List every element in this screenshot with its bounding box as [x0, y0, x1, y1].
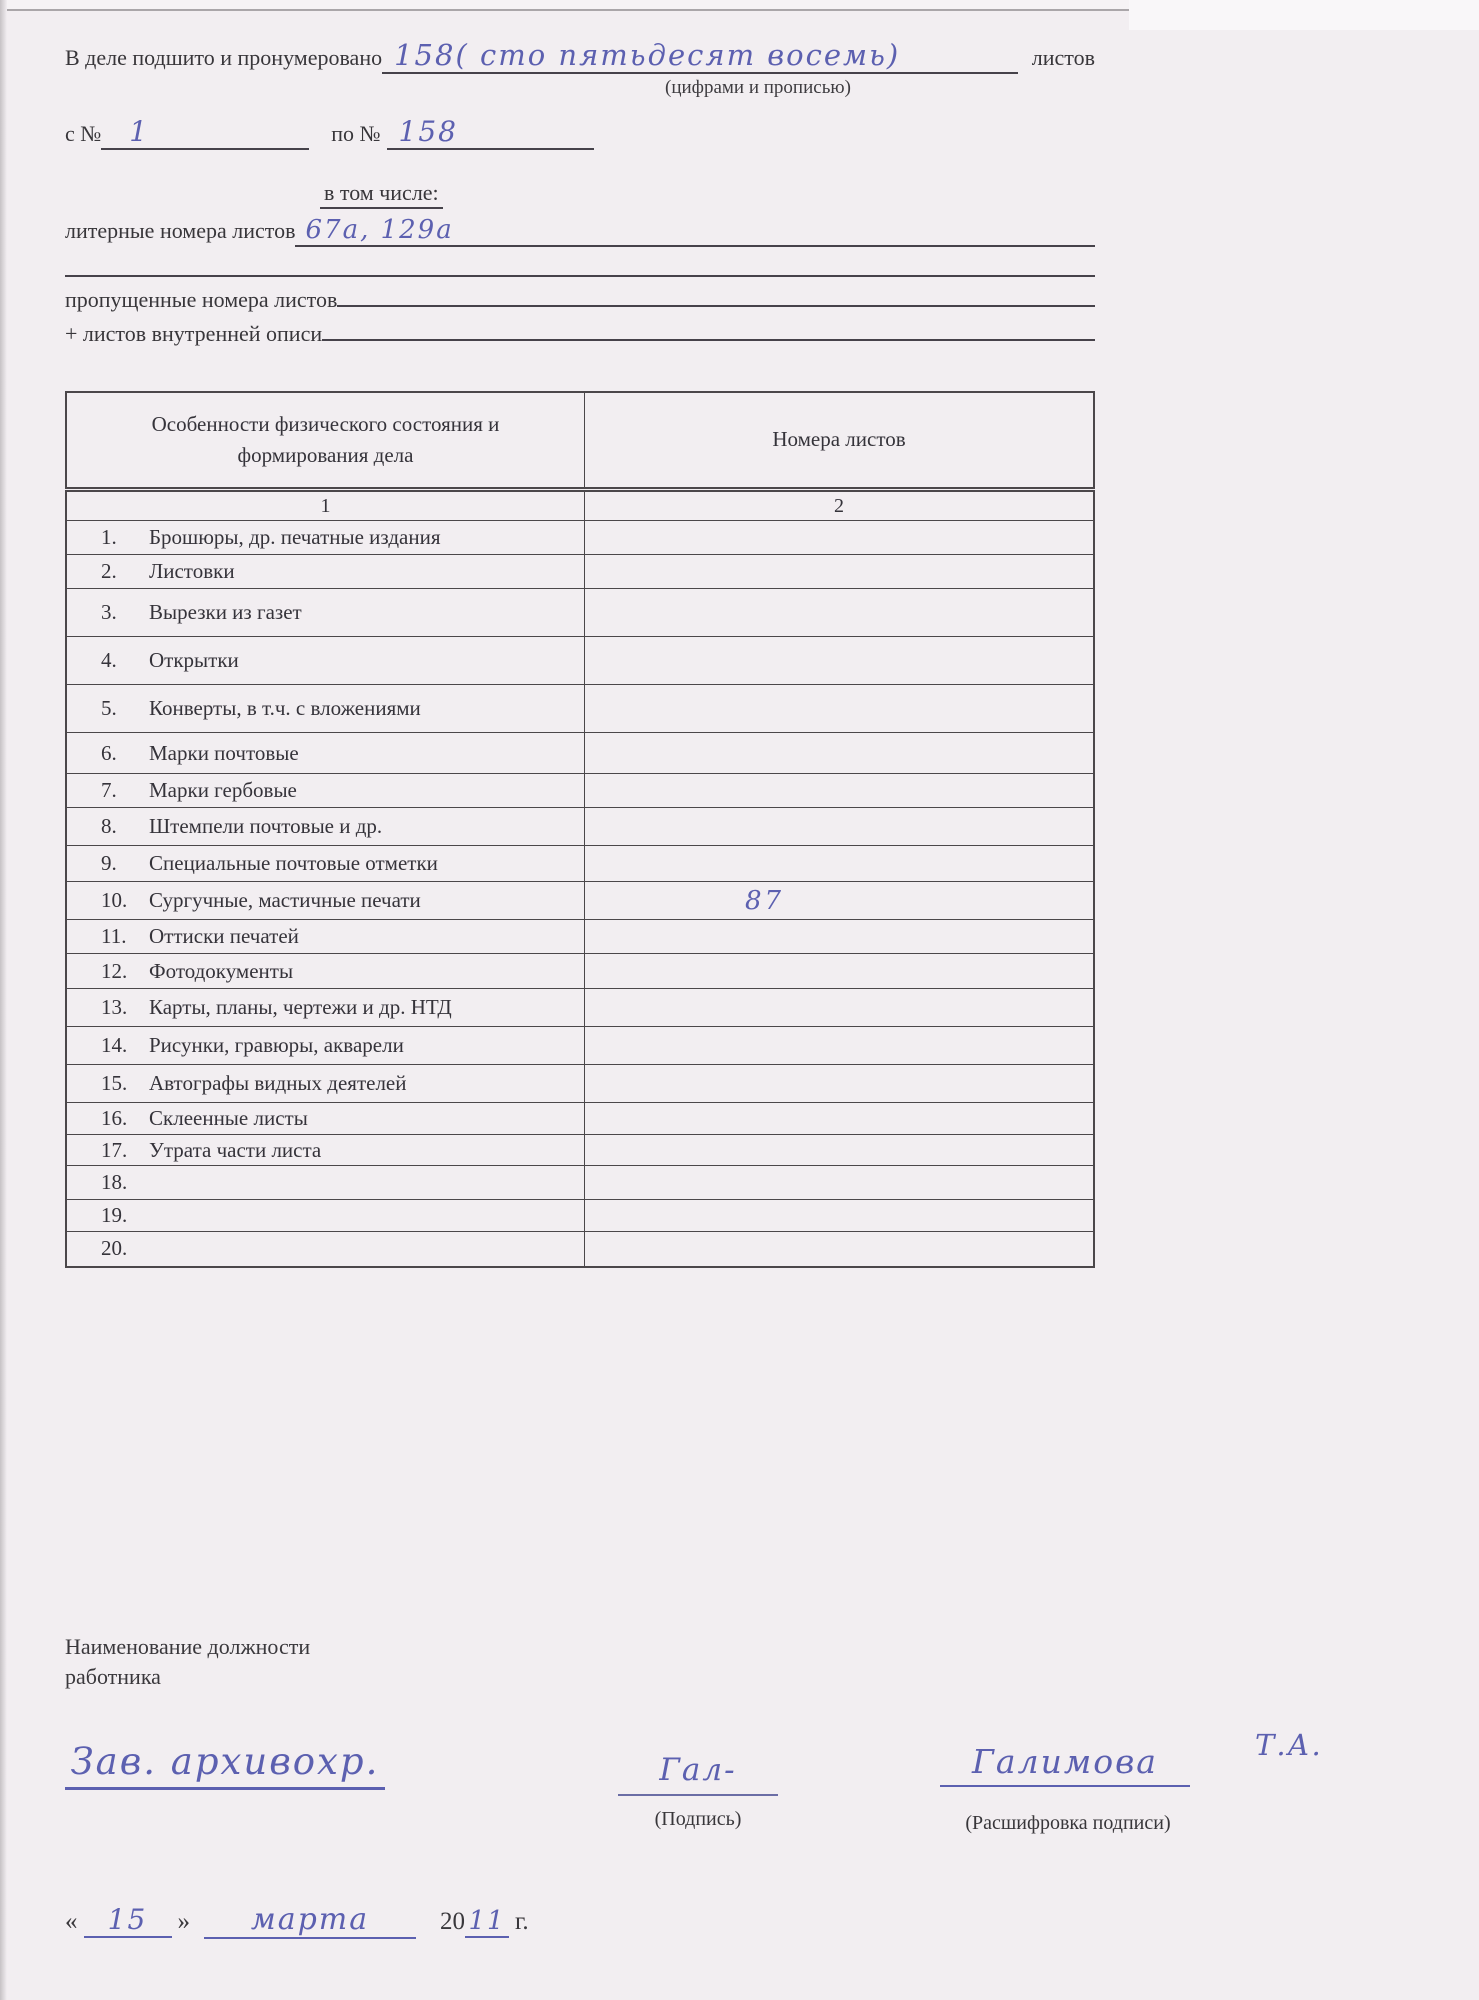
empty-continuation-line	[65, 273, 1095, 277]
missing-numbers-blank	[337, 305, 1095, 307]
col1-index: 1	[66, 490, 585, 521]
row-number: 5.	[101, 696, 117, 720]
counted-hint: (цифрами и прописью)	[665, 77, 851, 98]
including-wrap	[65, 150, 1095, 209]
row-number: 9.	[101, 851, 117, 875]
row-value-handwritten	[585, 956, 745, 986]
row-feature-cell	[66, 774, 585, 808]
row-sheet-numbers-cell	[585, 1103, 1095, 1135]
row-number: 16.	[101, 1106, 128, 1130]
row-label: Сургучные, мастичные печати	[149, 888, 421, 912]
row-feature-cell	[66, 989, 585, 1027]
row-number: 17.	[101, 1137, 128, 1162]
row-value-handwritten	[585, 776, 745, 806]
date-g-suffix: г.	[515, 1908, 529, 1935]
date-year-blank	[465, 1906, 509, 1938]
row-number: 20.	[101, 1236, 128, 1261]
row-number: 7.	[101, 778, 117, 802]
table-row	[66, 589, 1094, 637]
row-sheet-numbers-cell	[585, 1166, 1095, 1200]
table-row	[66, 555, 1094, 589]
table-row	[66, 685, 1094, 733]
table-row	[66, 637, 1094, 685]
row-label: Карты, планы, чертежи и др. НТД	[149, 995, 452, 1019]
counted-suffix: листов	[1031, 45, 1095, 70]
table-row	[66, 1027, 1094, 1065]
row-label: Открытки	[149, 648, 239, 672]
row-feature-cell	[66, 808, 585, 846]
to-value-handwritten: 158	[398, 115, 458, 148]
row-number: 8.	[101, 814, 117, 838]
table-row	[66, 1065, 1094, 1103]
position-value-handwritten: Зав. архивохр.	[65, 1740, 385, 1790]
row-feature-cell	[66, 1166, 585, 1200]
internal-inventory-line	[65, 321, 1095, 347]
letter-numbers-line	[65, 215, 1095, 247]
row-sheet-numbers-cell	[585, 846, 1095, 882]
table-row	[66, 846, 1094, 882]
table-row	[66, 1135, 1094, 1166]
letter-numbers-value-handwritten: 67а, 129а	[305, 215, 454, 245]
date-day-blank	[84, 1903, 172, 1938]
col2-header: Номера листов	[585, 392, 1095, 490]
row-value-handwritten	[585, 1031, 745, 1061]
row-feature-cell	[66, 882, 585, 920]
row-label: Автографы видных деятелей	[149, 1071, 407, 1095]
row-feature-cell	[66, 846, 585, 882]
table-row	[66, 989, 1094, 1027]
row-value-handwritten	[585, 694, 745, 724]
row-label: Специальные почтовые отметки	[149, 851, 438, 875]
row-value-handwritten	[585, 993, 745, 1023]
from-value-handwritten: 1	[129, 115, 150, 148]
date-close-quote: »	[177, 1908, 190, 1935]
row-value-handwritten	[585, 1104, 745, 1134]
row-value-handwritten	[585, 598, 745, 628]
row-label: Конверты, в т.ч. с вложениями	[149, 696, 421, 720]
row-value-handwritten	[585, 812, 745, 842]
row-sheet-numbers-cell	[585, 920, 1095, 954]
row-number: 15.	[101, 1071, 128, 1095]
physical-condition-table	[65, 391, 1095, 1268]
missing-numbers-line	[65, 287, 1095, 313]
row-feature-cell	[66, 1200, 585, 1232]
row-label: Вырезки из газет	[149, 600, 302, 624]
row-feature-cell	[66, 637, 585, 685]
table-body	[66, 521, 1094, 1267]
date-month-handwritten: марта	[250, 1902, 370, 1937]
row-label: Штемпели почтовые и др.	[149, 814, 383, 838]
missing-numbers-label: пропущенные номера листов	[65, 287, 338, 312]
including-label: в том числе:	[320, 180, 443, 209]
row-number: 4.	[101, 648, 117, 672]
to-blank	[387, 115, 594, 150]
row-sheet-numbers-cell	[585, 555, 1095, 589]
internal-inventory-blank	[322, 339, 1095, 341]
row-sheet-numbers-cell	[585, 589, 1095, 637]
date-year-handwritten: 11	[468, 1906, 506, 1936]
letter-numbers-label: литерные номера листов	[65, 218, 296, 243]
row-sheet-numbers-cell	[585, 1200, 1095, 1232]
row-sheet-numbers-cell	[585, 882, 1095, 920]
to-label: по №	[331, 121, 381, 146]
scan-top-right-artifact	[1129, 0, 1479, 30]
row-number: 2.	[101, 559, 117, 583]
row-number: 18.	[101, 1170, 128, 1194]
date-year-prefix: 20	[440, 1908, 465, 1935]
row-sheet-numbers-cell	[585, 733, 1095, 774]
row-sheet-numbers-cell	[585, 637, 1095, 685]
col2-index: 2	[585, 490, 1095, 521]
row-sheet-numbers-cell	[585, 954, 1095, 989]
row-label: Утрата части листа	[149, 1137, 322, 1162]
signature-caption: (Подпись)	[654, 1808, 742, 1830]
row-feature-cell	[66, 589, 585, 637]
row-value-handwritten	[585, 1135, 745, 1165]
row-feature-cell	[66, 1135, 585, 1166]
row-feature-cell	[66, 733, 585, 774]
table-row	[66, 1200, 1094, 1232]
row-label: Рисунки, гравюры, акварели	[149, 1033, 404, 1057]
date-line	[65, 1902, 529, 1939]
table-row	[66, 774, 1094, 808]
table-row	[66, 920, 1094, 954]
col1-header: Особенности физического состояния и формирования дела	[66, 392, 585, 490]
counted-label: В деле подшито и пронумеровано	[65, 45, 383, 70]
row-number: 6.	[101, 740, 117, 765]
position-label: Наименование должности работника	[65, 1634, 311, 1689]
table-header-row	[66, 392, 1094, 490]
row-number: 10.	[101, 888, 128, 912]
row-feature-cell	[66, 1065, 585, 1103]
table-row	[66, 521, 1094, 555]
row-value-handwritten	[585, 738, 745, 768]
counted-line	[65, 38, 1095, 74]
row-feature-cell	[66, 1103, 585, 1135]
internal-inventory-label: + листов внутренней описи	[65, 321, 323, 346]
row-label: Склеенные листы	[149, 1106, 308, 1130]
row-number: 14.	[101, 1033, 128, 1057]
row-value-handwritten: 87	[745, 885, 785, 916]
row-sheet-numbers-cell	[585, 808, 1095, 846]
row-sheet-numbers-cell	[585, 1232, 1095, 1267]
row-value-handwritten	[585, 1234, 745, 1264]
table-row	[66, 733, 1094, 774]
row-feature-cell	[66, 685, 585, 733]
row-number: 3.	[101, 600, 117, 624]
row-number: 11.	[101, 924, 127, 948]
counted-blank	[382, 38, 1018, 74]
row-value-handwritten	[585, 1168, 745, 1198]
row-label: Брошюры, др. печатные издания	[149, 525, 441, 549]
signature-name-handwritten: Галимова	[940, 1742, 1190, 1787]
row-value-handwritten	[585, 849, 745, 879]
row-number: 1.	[101, 525, 117, 549]
signature-name-caption: (Расшифровка подписи)	[965, 1812, 1171, 1834]
row-value-handwritten	[585, 922, 745, 952]
row-label: Листовки	[149, 559, 235, 583]
table-row	[66, 954, 1094, 989]
letter-numbers-blank	[295, 215, 1095, 247]
row-feature-cell	[66, 521, 585, 555]
row-sheet-numbers-cell	[585, 1065, 1095, 1103]
row-value-handwritten	[585, 1201, 745, 1231]
table-row	[66, 808, 1094, 846]
date-open-quote: «	[65, 1908, 78, 1935]
scan-left-edge-artifact	[0, 0, 7, 2000]
row-label: Оттиски печатей	[149, 924, 299, 948]
row-feature-cell	[66, 920, 585, 954]
table-row	[66, 1166, 1094, 1200]
row-feature-cell	[66, 555, 585, 589]
row-feature-cell	[66, 1027, 585, 1065]
from-blank	[101, 115, 309, 150]
row-sheet-numbers-cell	[585, 685, 1095, 733]
row-sheet-numbers-cell	[585, 989, 1095, 1027]
row-value-handwritten	[585, 523, 745, 553]
date-day-handwritten: 15	[107, 1903, 148, 1936]
table-row	[66, 882, 1094, 920]
row-label: Марки почтовые	[149, 740, 299, 765]
date-month-blank	[204, 1902, 416, 1939]
row-sheet-numbers-cell	[585, 1135, 1095, 1166]
row-number: 13.	[101, 995, 128, 1019]
row-number: 19.	[101, 1203, 128, 1227]
from-label: с №	[65, 121, 102, 146]
row-value-handwritten	[585, 557, 745, 587]
row-label: Марки гербовые	[149, 778, 297, 802]
table-row	[66, 1103, 1094, 1135]
row-feature-cell	[66, 954, 585, 989]
form-content	[65, 24, 1095, 1268]
row-sheet-numbers-cell	[585, 1027, 1095, 1065]
column-index-row	[66, 490, 1094, 521]
table-row	[66, 1232, 1094, 1267]
row-value-handwritten	[585, 1069, 745, 1099]
row-sheet-numbers-cell	[585, 774, 1095, 808]
row-sheet-numbers-cell	[585, 521, 1095, 555]
row-label: Фотодокументы	[149, 958, 294, 983]
signature-handwritten: Гал-	[618, 1752, 778, 1796]
row-feature-cell	[66, 1232, 585, 1267]
range-line	[65, 115, 1095, 150]
signature-initials-handwritten: Т.А.	[1255, 1728, 1323, 1762]
row-value-handwritten	[585, 646, 745, 676]
counted-value-handwritten: 158( сто пятьдесят восемь)	[394, 38, 901, 72]
row-number: 12.	[101, 958, 128, 983]
